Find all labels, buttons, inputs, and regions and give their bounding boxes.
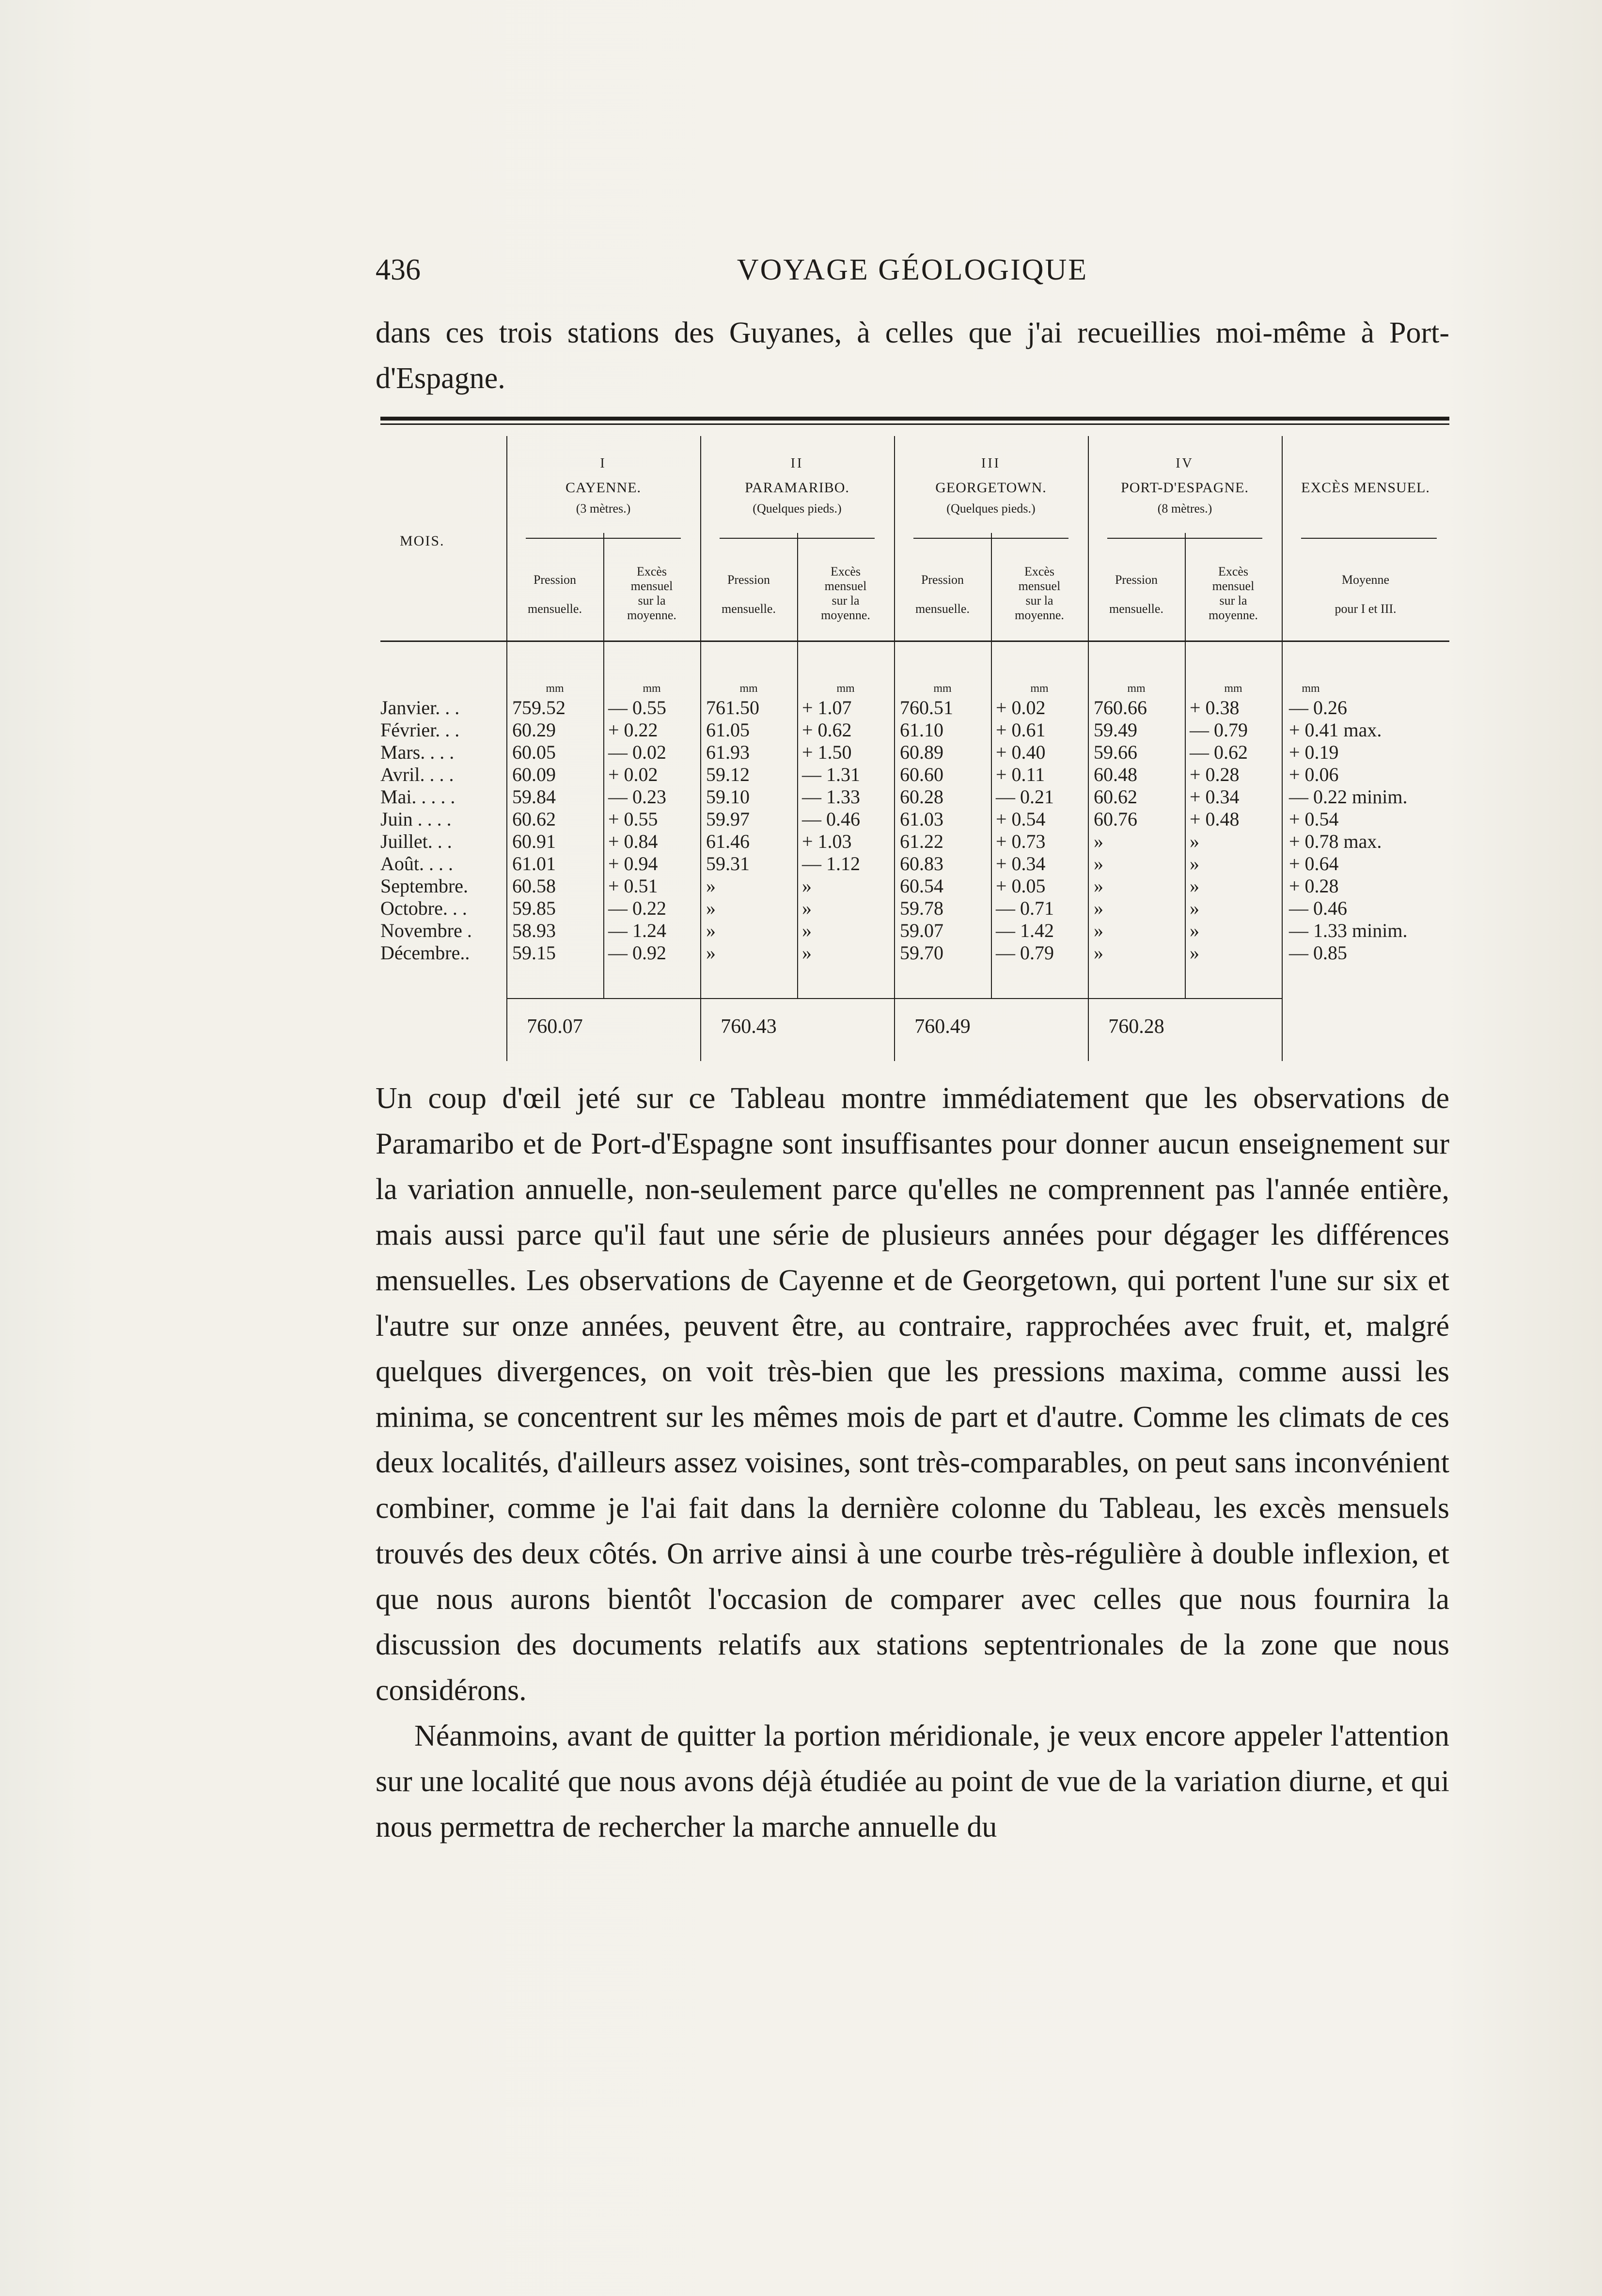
cell-cayenne-exces: — 0.92 <box>608 942 666 964</box>
table-col-divider <box>1282 436 1283 1061</box>
cell-port-d-espagne-exces: + 0.28 <box>1190 764 1240 785</box>
cell-paramaribo-exces: » <box>802 942 812 964</box>
pressure-table <box>380 417 1449 1061</box>
cell-georgetown-pression: 61.03 <box>900 808 943 830</box>
intro-text: dans ces trois stations des Guyanes, à celles que j'ai recueillies moi-même à Port-d'Espagne. <box>376 316 1449 395</box>
cell-georgetown-pression: 61.22 <box>900 830 943 852</box>
month-label: Avril. . . . <box>380 764 454 785</box>
cell-port-d-espagne-exces: + 0.48 <box>1190 808 1240 830</box>
month-label: Mai. . . . . <box>380 786 455 808</box>
subheader-exces: Excès mensuel sur la moyenne. <box>1209 564 1258 622</box>
cell-port-d-espagne-pression: 60.62 <box>1094 786 1137 808</box>
station-roman: IV <box>1176 456 1194 471</box>
table-col-divider <box>700 436 701 1061</box>
month-label: Juin . . . . <box>380 808 452 830</box>
table-top-rule <box>380 417 1449 421</box>
cell-moyenne: + 0.41 max. <box>1289 719 1382 741</box>
cell-port-d-espagne-pression: » <box>1094 853 1103 875</box>
cell-georgetown-exces: + 0.61 <box>996 719 1046 741</box>
month-label: Janvier. . . <box>380 697 460 718</box>
total-georgetown: 760.49 <box>914 1015 971 1038</box>
cell-port-d-espagne-pression: » <box>1094 897 1103 919</box>
cell-georgetown-pression: 60.89 <box>900 741 943 763</box>
cell-port-d-espagne-pression: » <box>1094 830 1103 852</box>
cell-georgetown-pression: 760.51 <box>900 697 953 718</box>
cell-cayenne-exces: — 0.55 <box>608 697 666 718</box>
cell-georgetown-exces: — 1.42 <box>996 920 1054 941</box>
cell-port-d-espagne-exces: » <box>1190 875 1199 897</box>
cell-georgetown-pression: 61.10 <box>900 719 943 741</box>
cell-port-d-espagne-exces: + 0.34 <box>1190 786 1240 808</box>
cell-port-d-espagne-pression: » <box>1094 920 1103 941</box>
month-label: Mars. . . . <box>380 741 455 763</box>
cell-moyenne: + 0.06 <box>1289 764 1339 785</box>
cell-paramaribo-pression: » <box>706 920 716 941</box>
station-altitude: (Quelques pieds.) <box>946 501 1036 515</box>
subheader-pression: Pression mensuelle. <box>915 573 970 616</box>
cell-cayenne-exces: + 0.22 <box>608 719 658 741</box>
station-altitude: (Quelques pieds.) <box>753 501 842 515</box>
station-name: GEORGETOWN. <box>935 480 1047 496</box>
cell-cayenne-exces: — 0.22 <box>608 897 666 919</box>
mois-header: MOIS. <box>400 533 445 549</box>
cell-georgetown-exces: — 0.71 <box>996 897 1054 919</box>
cell-cayenne-pression: 759.52 <box>512 697 565 718</box>
cell-cayenne-pression: 59.85 <box>512 897 556 919</box>
cell-moyenne: + 0.64 <box>1289 853 1339 875</box>
cell-paramaribo-exces: — 1.12 <box>802 853 860 875</box>
cell-port-d-espagne-exces: » <box>1190 897 1199 919</box>
station-underline <box>1301 538 1437 539</box>
unit-label: mm <box>1127 682 1146 695</box>
cell-port-d-espagne-exces: » <box>1190 830 1199 852</box>
month-label: Juillet. . . <box>380 830 452 852</box>
cell-cayenne-exces: + 0.84 <box>608 830 658 852</box>
cell-port-d-espagne-pression: 760.66 <box>1094 697 1147 718</box>
cell-cayenne-pression: 59.15 <box>512 942 556 964</box>
cell-cayenne-pression: 60.09 <box>512 764 556 785</box>
cell-georgetown-exces: — 0.79 <box>996 942 1054 964</box>
month-label: Février. . . <box>380 719 460 741</box>
table-total-rule <box>506 998 1282 999</box>
cell-paramaribo-pression: 59.97 <box>706 808 750 830</box>
cell-paramaribo-pression: 61.93 <box>706 741 750 763</box>
cell-port-d-espagne-exces: » <box>1190 920 1199 941</box>
unit-label: mm <box>643 682 661 695</box>
subheader-exces: Excès mensuel sur la moyenne. <box>627 564 676 622</box>
cell-port-d-espagne-exces: » <box>1190 853 1199 875</box>
cell-moyenne: — 0.85 <box>1289 942 1347 964</box>
cell-cayenne-pression: 60.58 <box>512 875 556 897</box>
station-name: PORT-D'ESPAGNE. <box>1121 480 1249 496</box>
cell-port-d-espagne-pression: » <box>1094 942 1103 964</box>
station-underline <box>720 538 875 539</box>
table-header-rule <box>380 640 1449 642</box>
intro-paragraph <box>376 310 1449 401</box>
cell-paramaribo-exces: + 0.62 <box>802 719 852 741</box>
cell-moyenne: — 0.22 minim. <box>1289 786 1408 808</box>
cell-georgetown-pression: 60.83 <box>900 853 943 875</box>
cell-port-d-espagne-pression: 60.48 <box>1094 764 1137 785</box>
cell-moyenne: + 0.54 <box>1289 808 1339 830</box>
cell-cayenne-exces: — 0.23 <box>608 786 666 808</box>
cell-port-d-espagne-pression: 60.76 <box>1094 808 1137 830</box>
cell-paramaribo-pression: 61.05 <box>706 719 750 741</box>
cell-paramaribo-pression: 59.31 <box>706 853 750 875</box>
month-label: Août. . . . <box>380 853 453 875</box>
running-header <box>376 253 1449 292</box>
station-underline <box>1107 538 1262 539</box>
subheader-exces: Excès mensuel sur la moyenne. <box>1015 564 1064 622</box>
unit-label: mm <box>836 682 855 695</box>
cell-moyenne: + 0.28 <box>1289 875 1339 897</box>
cell-georgetown-pression: 60.28 <box>900 786 943 808</box>
station-name: CAYENNE. <box>565 480 642 496</box>
month-label: Novembre . <box>380 920 472 941</box>
total-port-d-espagne: 760.28 <box>1108 1015 1164 1038</box>
cell-paramaribo-pression: 761.50 <box>706 697 759 718</box>
cell-cayenne-pression: 59.84 <box>512 786 556 808</box>
cell-moyenne: + 0.78 max. <box>1289 830 1382 852</box>
cell-paramaribo-exces: » <box>802 875 812 897</box>
cell-paramaribo-exces: + 1.07 <box>802 697 852 718</box>
cell-cayenne-pression: 60.91 <box>512 830 556 852</box>
table-col-divider <box>1088 436 1089 1061</box>
cell-cayenne-exces: + 0.51 <box>608 875 658 897</box>
cell-paramaribo-exces: — 0.46 <box>802 808 860 830</box>
cell-port-d-espagne-pression: » <box>1094 875 1103 897</box>
cell-port-d-espagne-pression: 59.49 <box>1094 719 1137 741</box>
unit-label: mm <box>1030 682 1049 695</box>
running-title: VOYAGE GÉOLOGIQUE <box>737 253 1088 286</box>
station-roman: I <box>600 456 607 471</box>
cell-paramaribo-pression: » <box>706 897 716 919</box>
cell-cayenne-pression: 60.62 <box>512 808 556 830</box>
subheader-exces: Excès mensuel sur la moyenne. <box>821 564 870 622</box>
cell-georgetown-exces: — 0.21 <box>996 786 1054 808</box>
cell-cayenne-exces: + 0.02 <box>608 764 658 785</box>
total-cayenne: 760.07 <box>527 1015 583 1038</box>
month-label: Octobre. . . <box>380 897 467 919</box>
subheader-pression: Pression mensuelle. <box>528 573 582 616</box>
cell-cayenne-exces: + 0.55 <box>608 808 658 830</box>
cell-cayenne-pression: 60.05 <box>512 741 556 763</box>
cell-port-d-espagne-exces: — 0.62 <box>1190 741 1248 763</box>
cell-cayenne-exces: — 1.24 <box>608 920 666 941</box>
unit-label: mm <box>739 682 758 695</box>
station-altitude: (8 mètres.) <box>1157 501 1212 515</box>
excess-header: EXCÈS MENSUEL. <box>1301 480 1430 496</box>
cell-cayenne-pression: 61.01 <box>512 853 556 875</box>
cell-georgetown-exces: + 0.40 <box>996 741 1046 763</box>
cell-paramaribo-exces: — 1.33 <box>802 786 860 808</box>
cell-georgetown-exces: + 0.05 <box>996 875 1046 897</box>
cell-port-d-espagne-pression: 59.66 <box>1094 741 1137 763</box>
station-altitude: (3 mètres.) <box>576 501 631 515</box>
cell-moyenne: — 1.33 minim. <box>1289 920 1408 941</box>
unit-label: mm <box>546 682 564 695</box>
cell-cayenne-exces: — 0.02 <box>608 741 666 763</box>
cell-paramaribo-pression: 59.12 <box>706 764 750 785</box>
month-label: Décembre.. <box>380 942 470 964</box>
cell-paramaribo-pression: 59.10 <box>706 786 750 808</box>
cell-georgetown-exces: + 0.54 <box>996 808 1046 830</box>
cell-paramaribo-pression: 61.46 <box>706 830 750 852</box>
subheader-pression: Pression mensuelle. <box>1109 573 1163 616</box>
cell-paramaribo-exces: + 1.03 <box>802 830 852 852</box>
cell-paramaribo-exces: + 1.50 <box>802 741 852 763</box>
page-number: 436 <box>376 253 421 286</box>
table-top-rule-thin <box>380 423 1449 425</box>
body-paragraph: Un coup d'œil jeté sur ce Tableau montre immédiatement que les observations de Paramaribo et de Port-d'Espagne sont insuffisantes pour donner aucun enseignement sur la variation annuelle, non-seulement parce qu'elles ne comprennent pas l'année entière, mais aussi parce qu'il faut une série de plusieurs années pour dégager les différences mensuelles. Les observations de Cayenne et de Georgetown, qui portent l'une sur six et l'autre sur onze années, peuvent être, au contraire, rapprochées avec fruit, et, malgré quelques divergences, on voit très-bien que les pressions maxima, comme aussi les minima, se concentrent sur les mêmes mois de part et d'autre. Comme les climats de ces deux localités, d'ailleurs assez voisines, sont très-comparables, on peut sans inconvénient combiner, comme je l'ai fait dans la dernière colonne du Tableau, les excès mensuels trouvés des deux côtés. On arrive ainsi à une courbe très-régulière à double inflexion, et que nous aurons bientôt l'occasion de comparer avec celles que nous fournira la discussion des documents relatifs aux stations septentrionales de la zone que nous considérons. <box>376 1082 1449 1707</box>
station-underline <box>913 538 1068 539</box>
cell-paramaribo-exces: » <box>802 920 812 941</box>
station-roman: III <box>981 456 1001 471</box>
month-label: Septembre. <box>380 875 469 897</box>
cell-georgetown-pression: 59.07 <box>900 920 943 941</box>
cell-georgetown-pression: 60.60 <box>900 764 943 785</box>
station-roman: II <box>790 456 804 471</box>
cell-port-d-espagne-exces: — 0.79 <box>1190 719 1248 741</box>
cell-port-d-espagne-exces: + 0.38 <box>1190 697 1240 718</box>
table-col-divider <box>506 436 507 1061</box>
cell-cayenne-pression: 60.29 <box>512 719 556 741</box>
body-paragraph: Néanmoins, avant de quitter la portion méridionale, je veux encore appeler l'attention sur une localité que nous avons déjà étudiée au point de vue de la variation diurne, et qui nous permettra de rechercher la marche annuelle du <box>376 1719 1449 1843</box>
cell-georgetown-exces: + 0.02 <box>996 697 1046 718</box>
table-col-divider <box>894 436 895 1061</box>
cell-cayenne-pression: 58.93 <box>512 920 556 941</box>
cell-paramaribo-pression: » <box>706 942 716 964</box>
cell-georgetown-pression: 60.54 <box>900 875 943 897</box>
unit-label: mm <box>1302 682 1320 695</box>
cell-georgetown-exces: + 0.11 <box>996 764 1045 785</box>
cell-georgetown-pression: 59.70 <box>900 942 943 964</box>
station-underline <box>526 538 681 539</box>
subheader-moyenne: Moyenne pour I et III. <box>1335 573 1397 616</box>
cell-cayenne-exces: + 0.94 <box>608 853 658 875</box>
cell-georgetown-exces: + 0.34 <box>996 853 1046 875</box>
cell-georgetown-pression: 59.78 <box>900 897 943 919</box>
cell-paramaribo-pression: » <box>706 875 716 897</box>
subheader-pression: Pression mensuelle. <box>722 573 776 616</box>
station-name: PARAMARIBO. <box>745 480 849 496</box>
cell-port-d-espagne-exces: » <box>1190 942 1199 964</box>
cell-moyenne: — 0.46 <box>1289 897 1347 919</box>
cell-moyenne: + 0.19 <box>1289 741 1339 763</box>
unit-label: mm <box>1224 682 1242 695</box>
total-paramaribo: 760.43 <box>721 1015 777 1038</box>
cell-paramaribo-exces: » <box>802 897 812 919</box>
cell-georgetown-exces: + 0.73 <box>996 830 1046 852</box>
cell-paramaribo-exces: — 1.31 <box>802 764 860 785</box>
cell-moyenne: — 0.26 <box>1289 697 1347 718</box>
unit-label: mm <box>933 682 952 695</box>
body-text <box>376 1076 1449 1850</box>
